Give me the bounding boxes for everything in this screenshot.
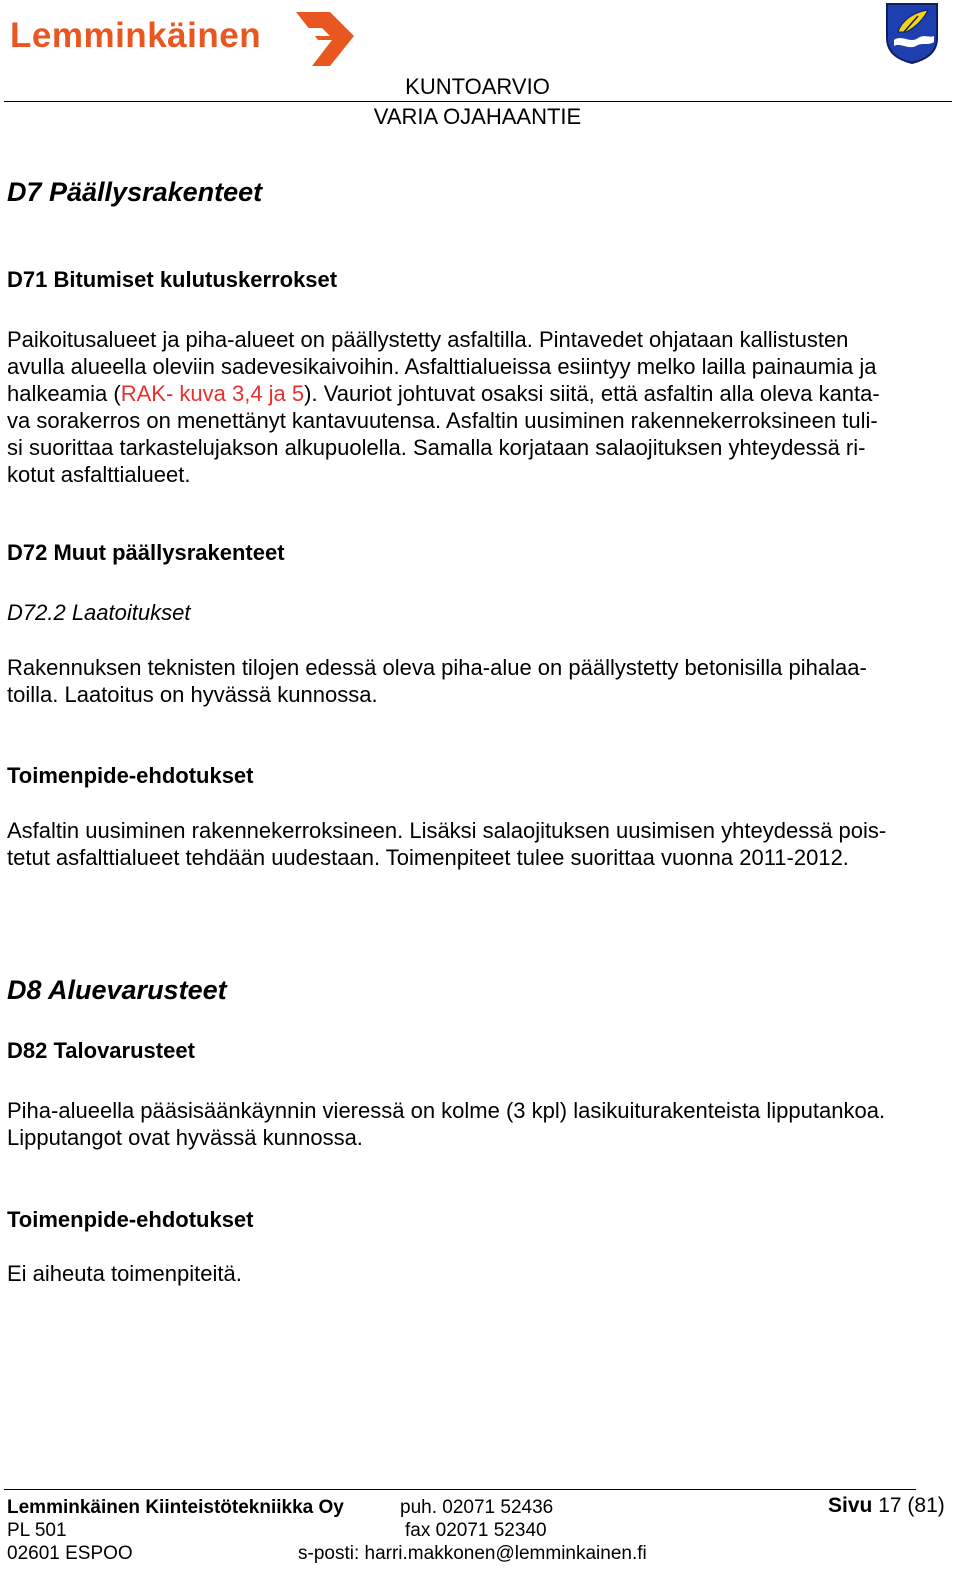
- subsection-heading-d72-2: D72.2 Laatoitukset: [7, 600, 191, 625]
- text-line: kotut asfalttialueet.: [7, 462, 191, 487]
- footer-company: Lemminkäinen Kiinteistötekniikka Oy: [7, 1497, 344, 1518]
- text-line: avulla alueella oleviin sadevesikaivoihin. Asfalttialueissa esiintyy melko lailla painaumia ja: [7, 354, 877, 379]
- document-subtitle: VARIA OJAHAANTIE: [373, 104, 582, 129]
- text-line: Piha-alueella pääsisäänkäynnin vieressä on kolme (3 kpl) lasikuiturakenteista lipputankoa.: [7, 1098, 886, 1123]
- paragraph-d82: [7, 1097, 952, 1151]
- text-fragment: ). Vauriot johtuvat osaksi siitä, että asfaltin alla oleva kanta-: [304, 381, 880, 406]
- text-fragment: halkeamia (: [7, 381, 121, 406]
- text-line: Lipputangot ovat hyvässä kunnossa.: [7, 1125, 363, 1150]
- text-line: Asfaltin uusiminen rakennekerroksineen. Lisäksi salaojituksen uusimisen yhteydessä pois-: [7, 818, 887, 843]
- footer-divider: [4, 1489, 916, 1490]
- company-logo: [10, 6, 356, 68]
- section-heading-d8: D8 Aluevarusteet: [7, 975, 227, 1005]
- paragraph-d72: [7, 654, 952, 708]
- text-line: tetut asfalttialueet tehdään uudestaan. Toimenpiteet tulee suorittaa vuonna 2011-2012.: [7, 845, 849, 870]
- page-count: 17 (81): [878, 1494, 945, 1517]
- text-line: toilla. Laatoitus on hyvässä kunnossa.: [7, 682, 378, 707]
- footer-fax: fax 02071 52340: [405, 1520, 547, 1541]
- text-line: Rakennuksen teknisten tilojen edessä oleva piha-alue on päällystetty betonisilla pihalaa-: [7, 655, 867, 680]
- text-line: va sorakerros on menettänyt kantavuutensa. Asfaltin uusiminen rakennekerroksineen tuli-: [7, 408, 878, 433]
- paragraph-actions-d7: [7, 817, 952, 871]
- paragraph-d71: [7, 326, 952, 488]
- actions-heading-d7: Toimenpide-ehdotukset: [7, 763, 254, 788]
- section-heading-d71: D71 Bitumiset kulutuskerrokset: [7, 267, 338, 292]
- footer-email: s-posti: harri.makkonen@lemminkainen.fi: [298, 1543, 647, 1564]
- page-number: [828, 1494, 945, 1517]
- section-heading-d72: D72 Muut päällysrakenteet: [7, 540, 285, 565]
- footer-address-line1: PL 501: [7, 1520, 67, 1541]
- footer-address-line2: 02601 ESPOO: [7, 1543, 133, 1564]
- logo-arrow-icon: [292, 6, 356, 68]
- text-line: Ei aiheuta toimenpiteitä.: [7, 1261, 242, 1286]
- logo-wordmark: Lemminkäinen: [10, 16, 262, 55]
- text-line: [7, 380, 952, 407]
- paragraph-actions-d8: [7, 1260, 952, 1287]
- text-line: Paikoitusalueet ja piha-alueet on päällystetty asfaltilla. Pintavedet ohjataan kallistusten: [7, 327, 849, 352]
- section-heading-d82: D82 Talovarusteet: [7, 1038, 195, 1063]
- actions-heading-d8: Toimenpide-ehdotukset: [7, 1207, 254, 1232]
- text-line: si suorittaa tarkastelujakson alkupuolella. Samalla korjataan salaojituksen yhteydessä ri-: [7, 435, 866, 460]
- document-title: KUNTOARVIO: [405, 74, 550, 99]
- footer-phone: puh. 02071 52436: [400, 1497, 554, 1518]
- page-label: Sivu: [828, 1494, 873, 1517]
- image-reference: RAK- kuva 3,4 ja 5: [120, 381, 305, 406]
- header-divider: [4, 101, 952, 102]
- section-heading-d7: D7 Päällysrakenteet: [7, 177, 263, 207]
- municipal-crest-icon: [884, 2, 940, 64]
